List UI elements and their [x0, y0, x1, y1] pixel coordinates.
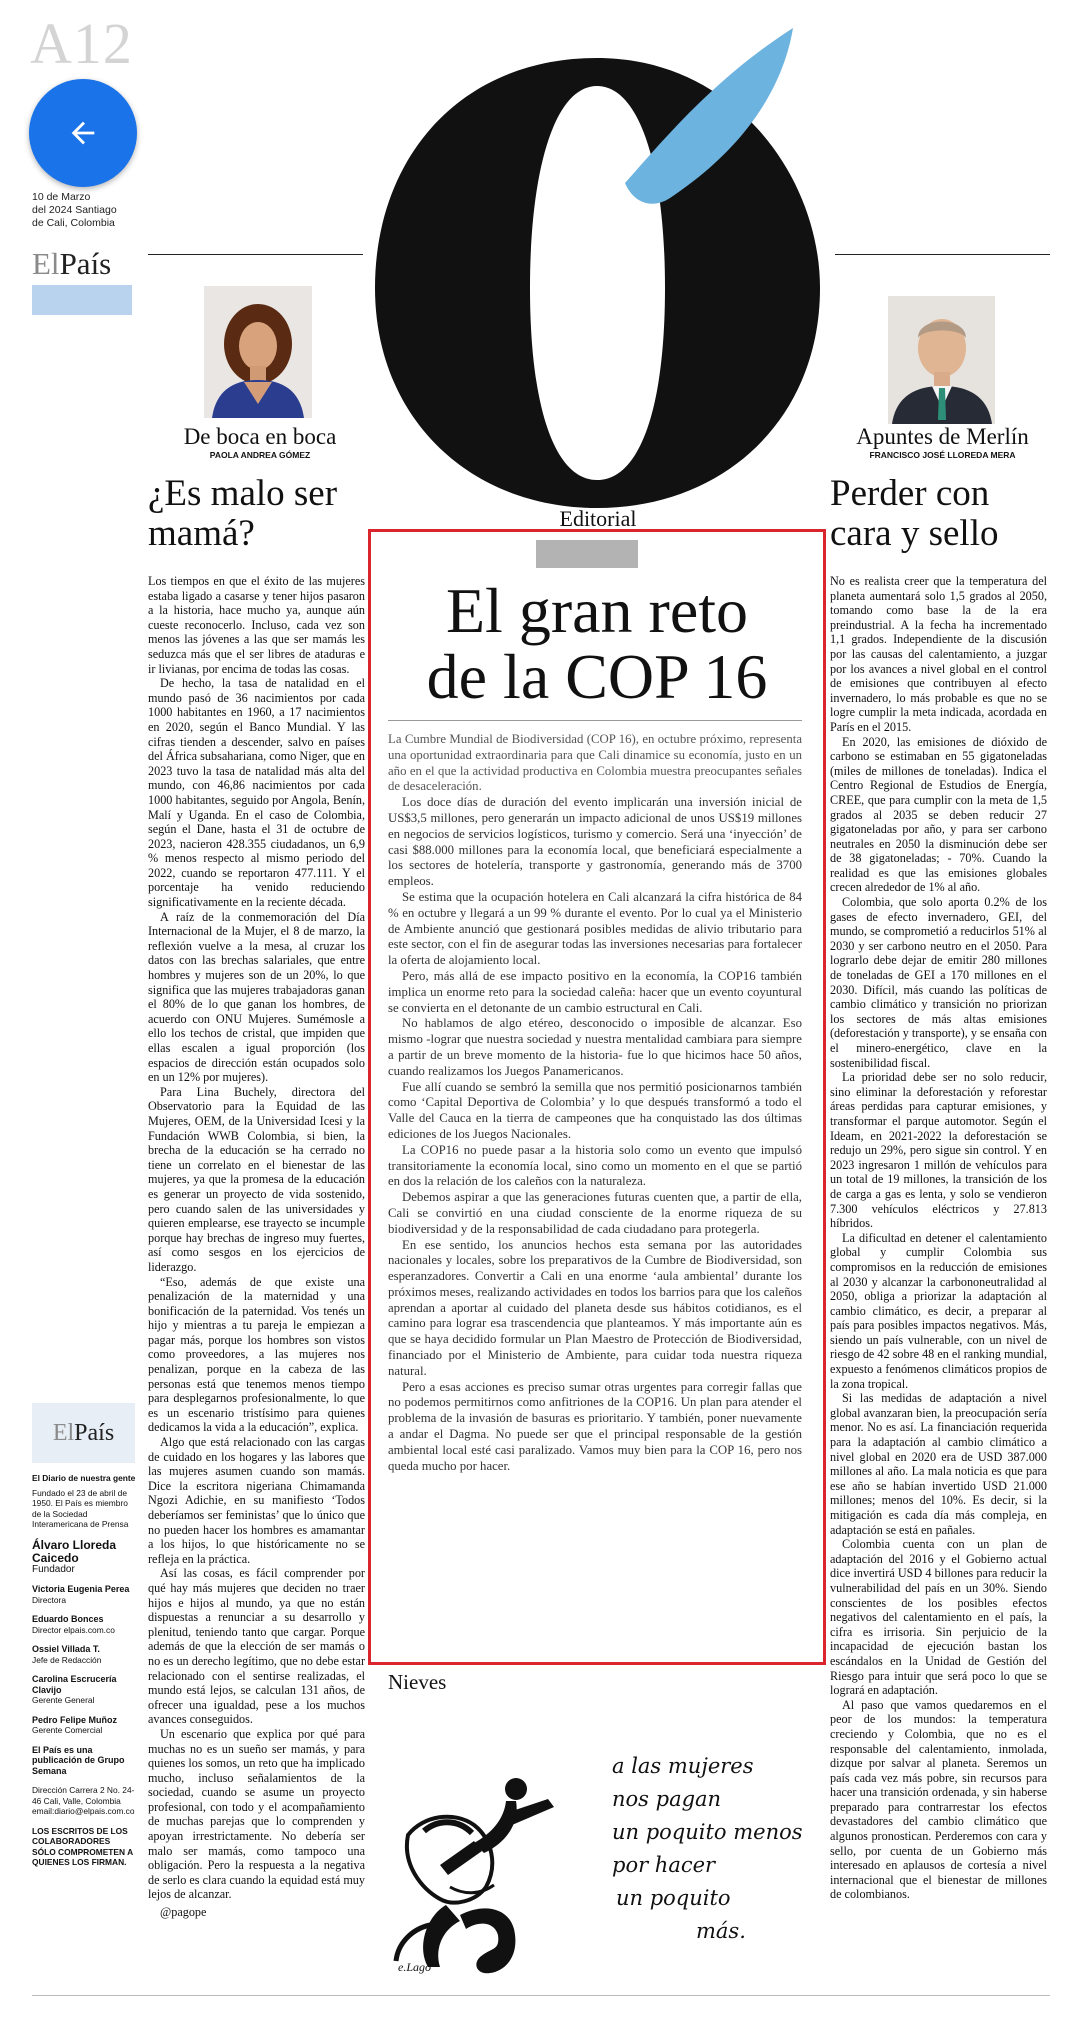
back-button[interactable] [29, 79, 137, 187]
brand-bar [32, 285, 132, 315]
bottom-rule [32, 1995, 1050, 1996]
cartoon-caption: a las mujeres nos pagan un poquito menos por hacer un poquito más. [612, 1754, 803, 1943]
back-arrow-icon [66, 116, 100, 150]
date-line: 10 de Marzo del 2024 Santiago de Cali, Colombia [32, 191, 117, 229]
left-column-signature: @pagope [160, 1905, 207, 1920]
left-column-body: Los tiempos en que el éxito de las mujeres estaba ligado a casarse y tener hijos pasaron a la historia, hace mucho ya, aunque aún cueste reconocerlo. Incluso, cada vez son menos las jóvenes a las que ser mamás les seduzca más que el ser libres de ataduras e ir livianas, por encima de todas las cosas. De hecho, la tasa de natalidad en el mundo pasó de 36 nacimientos por cada 1000 habitantes en 1960, a 17 nacimientos en 2020, según el Banco Mundial. Y las cifras tienden a descender, salvo en países del África subsahariana, como Niger, que en 2023 tuvo la tasa de natalidad más alta del mundo, con 46,86 nacimientos por cada 1000 habitantes, seguido por Angola, Benín, Malí y Uganda. En el caso de Colombia, según el Dane, hasta el 31 de octubre de 2023, nacieron 428.355 ciudadanos, un 6,9 % menos respecto al mismo periodo del 2022, cuando se reportaron 477.111. Y el porcentaje ha venido reduciendo significativamente en la reciente década. A raíz de la conmemoración del Día Internacional de la Mujer, el 8 de marzo, la reflexión vuelve a la mesa, al cruzar los datos con las brechas salariales, que entre hombres y mujeres son de un 20%, lo que significa que las mujeres trabajadoras ganan el 80% de lo que ganan los hombres, de acuerdo con ONU Mujeres. Sumémosle a ello los techos de cristal, que impiden que ellas escalen a igual proporción (los espacios de dirección están ocupados solo en un 12% por mujeres). Para Lina Buchely, directora del Observatorio para la Equidad de las Mujeres, OEM, de la Universidad Icesi y la Fundación WWB Colombia, si bien, la brecha de la educación se ha cerrado no tiene un correlato en el bienestar de las mujeres, ya que la promesa de la educación es generar un proyecto de vida sostenido, pero cuando salen de las universidades y quieren emplearse, ese trayecto se incumple porque hay brechas de ingreso muy fuertes, así como sesgos en los ejercicios de liderazgo. “Eso, además de que existe una penalización de la maternidad y una bonificación de la paternidad. Vos tenés un hijo y mientras a tu pareja le empiezan a pagar más, porque los hombres son vistos como proveedores, a las mujeres nos penalizan, porque en la cabeza de las personas está que tenemos menos tiempo para desplegarnos profesionalmente, lo que es un escenario tristísimo para quienes dedicamos la vida a la educación”, explica. Algo que está relacionado con las cargas de cuidado en los hogares y las labores que las mujeres asumen cuando son mamás. Dice la escritora nigeriana Chimamanda Ngozi Adichie, en su manifiesto ‘Todos deberíamos ser feministas’ que lo único que no pueden hacer los hombres es amamantar a los hijos, lo que históricamente no se refleja en la práctica. Así las cosas, es fácil comprender por qué hay más mujeres que deciden no traer hijos e hijos al mundo, ya que no están dispuestas a renunciar a su desarrollo y plenitud, teniendo tanto que cargar. Porque además de que la elección de ser mamás o no es un derecho legítimo, que no debe estar relacionado con el sentirse realizadas, el mundo está lejos, se calculan 131 años, de ofrecer una igualdad, pese a los muchos avances conseguidos. Un escenario que explica por qué para muchas no es un sueño ser mamás, y para quienes los somos, un reto que ha implicado mucho, incluso señalamientos de la sociedad, cuando se asume un proyecto profesional, con todo y el acompañamiento de muchas parejas que lo comprenden y apoyan irrestrictamente. No debería ser malo ser mamás, como tampoco una obligación. Pero la respuesta a la negativa de serlo es clara cuando la equidad está muy lejos de alcanzar. @pagope [148, 574, 365, 1920]
right-column-section: Apuntes de Merlín [856, 424, 1029, 449]
staff-logo-box: El País [32, 1403, 135, 1463]
brand-logo: ElPaís [32, 246, 112, 281]
left-column-headline: ¿Es malo ser mamá? [148, 473, 338, 554]
right-column-headline: Perder con cara y sello [830, 473, 999, 554]
left-column-author: PAOLA ANDREA GÓMEZ [209, 450, 311, 460]
page-number: A12 [30, 11, 133, 76]
cartoon-signature: e.Lago [398, 1960, 431, 1974]
right-column-body: No es realista creer que la temperatura del planeta aumentará solo 1,5 grados al 2050, tomando como base la de la era preindustrial. A la fecha ha incrementado 1,1 grados. Independiente de la discusión por las causas del calentamiento, a juzgar por los avances a nivel global en el control de emisiones que contribuyen al efecto invernadero, lo más probable es que no se logre cumplir la meta indicada, acordada en París en el 2015. En 2020, las emisiones de dióxido de carbono se estimaban en 55 gigatoneladas (miles de millones de toneladas). Indica el Centro Regional de Estudios de Energía, CREE, que para cumplir con la meta de 1,5 grados al 2035 se deben reducir 27 gigatoneladas por año, y para ser carbono neutrales en 2050 la disminución debe ser de 38 gigatoneladas; - 70%. Cuando la realidad es que las emisiones globales crecen alrededor de 1% al año. Colombia, que solo aporta 0.2% de los gases de efecto invernadero, GEI, del mundo, se comprometió a reducirlos 51% al 2030 y ser carbono neutro en el 2050. Para lograrlo debe dejar de emitir 280 millones de toneladas de GEI a 170 millones en el 2030. Difícil, más cuando las políticas de cambio climático y transición no priorizan los sectores de más altas emisiones (deforestación y transporte), y se ensaña con el minero-energético, clave en la sostenibilidad fiscal. La prioridad debe ser no solo reducir, sino eliminar la deforestación y reforestar áreas perdidas para capturar emisiones, y transformar el parque automotor. Según el Ideam, en 2021-2022 la deforestación se redujo un 29%, pero sigue sin control. Y en 2023 ingresaron 1 millón de vehículos para un total de 19 millones, la transición de los de carga a gas es lenta, y solo se vendieron 7.300 vehículos eléctricos y 27.813 híbridos. La dificultad en detener el calentamiento global y cumplir Colombia sus compromisos en la reducción de emisiones al 2030 y alcanzar la carbononeutralidad al 2050, obliga a priorizar la adaptación al cambio climático, es decir, a preparar al país para posibles impactos negativos. Más, siendo un país vulnerable, con un nivel de riesgo de 42 sobre 48 en el ranking mundial, expuesto a fenómenos climáticos propios de la zona tropical. Si las medidas de adaptación a nivel global avanzaran bien, la preocupación sería menor. No es así. La financiación requerida para la adaptación al cambio climático a nivel global en 2020 era de USD 387.000 millones al año. La mala noticia es que para ese año se habían invertido USD 21.000 millones; menos del 10%. Es decir, si la mitigación es cada día más compleja, en adaptación se está en pañales. Colombia cuenta con un plan de adaptación del 2016 y el Gobierno actual dice invertirá USD 4 billones para reducir la vulnerabilidad del país en un 30%. Siendo conscientes de los posibles efectos negativos del calentamiento en el país, la cifra es irrisoria. Sin perjuicio de la incapacidad de ejecución bastan los escándalos en la Unidad de Gestión del Riesgo para intuir que será poco lo que se logrará en adaptación. Al paso que vamos quedaremos en el peor de los mundos: la temperatura creciendo y Colombia, que no es el responsable del calentamiento, inmolada, dizque por salvar al planeta. Seremos un país cada vez más pobre, sin recursos para hacer una transición ordenada, y sin haberse preparado para contrarrestar los efectos devastadores del cambio climático que algunos pronostican. Perderemos con cara y sello, por cuenta de un Gobierno más interesado en aplausos de cortesía a nivel internacional que el bienestar de millones de colombianos. [830, 574, 1047, 1902]
editorial-gray-bar [536, 540, 638, 568]
right-column-author: FRANCISCO JOSÉ LLOREDA MERA [869, 450, 1016, 460]
editorial-body: La Cumbre Mundial de Biodiversidad (COP 16), en octubre próximo, representa una oportunidad extraordinaria para que Cali dinamice su economía, justo en un año en el que la actividad productiva en Colombia muestra preocupantes señales de desaceleración. Los doce días de duración del evento implicarán una inversión inicial de US$3,5 millones, pero generarán un impacto adicional de unos US$19 millones en negocios de servicios logísticos, turismo y comercio. Será una ‘inyección’ de casi $88.000 millones para la economía local, que beneficiará especialmente a los sectores de hotelería, transporte y gastronomía, generando más de 3700 empleos. Se estima que la ocupación hotelera en Cali alcanzará la cifra histórica de 84 % en octubre y llegará a un 99 % durante el evento. Por lo cual ya el Ministerio de Ambiente anunció que gestionará posibles medidas de alivio tributario para este sector, con el fin de asegurar todas las inversiones necesarias para fortalecer la oferta de alojamiento local. Pero, más allá de ese impacto positivo en la economía, la COP16 también implica un enorme reto para la sociedad caleña: hacer que un evento coyuntural se convierta en el detonante de un cambio estructural en Cali. No hablamos de algo etéreo, desconocido o imposible de alcanzar. Eso mismo -lograr que nuestra sociedad y nuestra mentalidad cambiara para siempre a partir de un breve momento de la historia- fue lo que hicimos hace 50 años, cuando realizamos los Juegos Panamericanos. Fue allí cuando se sembró la semilla que nos permitió posicionarnos también como ‘Capital Deportiva de Colombia’ y lo que después transformó a todo el Valle del Cauca en la tierra de campeones que ha conquistado las dos últimas ediciones de los Juegos Nacionales. La COP16 no puede pasar a la historia solo como un evento que impulsó transitoriamente la economía local, sino como un momento en el que se partió en dos la relación de los caleños con la naturaleza. Debemos aspirar a que las generaciones futuras cuenten que, a partir de ella, Cali se convirtió en una ciudad consciente de la enorme riqueza de su biodiversidad y de la responsabilidad de cada ciudadano para protegerla. En ese sentido, los anuncios hechos esta semana por las autoridades nacionales y locales, sobre los preparativos de la Cumbre de Biodiversidad, son esperanzadores. Convertir a Cali en una enorme ‘aula ambiental’ durante los próximos meses, realizando actividades en todos los barrios para que los caleños aprendan a aportar al cuidado del planeta desde sus hábitos cotidianos, es el camino para lograr esa trascendencia que planteamos. Y más importante aún es que se haya decidido formular un Plan Maestro de Protección de Biodiversidad, financiado por el Ministerio de Ambiente, para cuidar toda nuestra riqueza natural. Pero a esas acciones es preciso sumar otras urgentes para corregir fallas que no podemos permitirnos como anfitriones de la COP16. Un plan para atender el problema de la invasión de basuras es prioritario. Y también, poner nuevamente a andar el Dagma. No puede ser que el principal responsable de la gestión ambiental local esté casi paralizado. Vamos muy bien para la COP 16, pero nos queda mucho por hacer. [388, 732, 802, 1473]
author-photo-right [888, 296, 995, 424]
editorial-headline: El gran reto de la COP 16 [426, 575, 768, 712]
opinion-o-logo [365, 28, 830, 508]
cartoon-title: Nieves [388, 1670, 447, 1694]
cartoon-drawing [388, 1715, 603, 1980]
staff-directory: El Diario de nuestra gente Fundado el 23 de abril de 1950. El País es miembro de la Sociedad Interamericana de Prensa Álvaro Lloreda Caicedo Fundador Victoria Eugenia Perea Directora Eduardo Bonces Director elpais.com.co Ossiel Villada T. Jefe de Redacción Carolina Escrucería Clavijo Gerente General Pedro Felipe Muñoz Gerente Comercial El País es una publicación de Grupo Semana Dirección Carrera 2 No. 24-46 Cali, Valle, Colombia email:diario@elpais.com.co LOS ESCRITOS DE LOS COLABORADORES SÓLO COMPROMETEN A QUIENES LOS FIRMAN. [32, 1473, 136, 1867]
editorial-label: Editorial [559, 506, 637, 531]
author-photo-left [204, 286, 312, 418]
left-column-section: De boca en boca [183, 424, 337, 449]
